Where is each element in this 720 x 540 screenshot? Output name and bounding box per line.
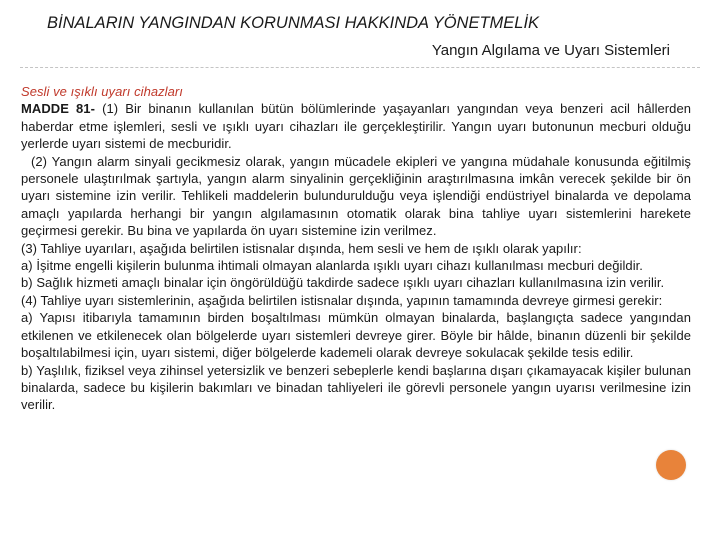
paragraph-1 xyxy=(21,100,691,152)
paragraph-4: (4) Tahliye uyarı sistemlerinin, aşağıda belirtilen istisnalar dışında, yapının tamamında devreye girmesi gerekir: xyxy=(21,292,663,308)
document-title: BİNALARIN YANGINDAN KORUNMASI HAKKINDA YÖNETMELİK xyxy=(47,14,540,32)
article-label: MADDE 81- xyxy=(21,101,95,117)
paragraph-2: (2) Yangın alarm sinyali gecikmesiz olarak, yangın mücadele ekipleri ve yangına müdahale konusunda eğitilmiş personele ulaştırılmak şartıyla, yangın alarm sinyalinin gerçekliğinin araştırılmasına imkân verecek şekilde bir ön uyarı sistemine izin verilir. Tehlikeli maddelerin bulundurulduğu veya işlendiği endüstriyel binalarda ve depolama amaçlı yapılarda herhangi bir yangın algılamasının otomatik olarak bina tahliye uyarı sistemlerini harekete geçirmesi gerekir. Bu bina ve yapılarda ön uyarı sistemine izin verilmez. xyxy=(21,153,691,239)
section-heading: Sesli ve ışıklı uyarı cihazları xyxy=(21,84,183,99)
paragraph-3a: a) İşitme engelli kişilerin bulunma ihtimali olmayan alanlarda ışıklı uyarı cihazı kullanılması mecburi değildir. xyxy=(21,258,643,274)
header-divider xyxy=(20,67,700,68)
paragraph-3: (3) Tahliye uyarıları, aşağıda belirtilen istisnalar dışında, hem sesli ve hem de ışıklı olarak yapılır: xyxy=(21,240,582,256)
paragraph-4a: a) Yapısı itibarıyla tamamının birden boşaltılması mümkün olmayan binalarda, başlangıçta sadece yangından etkilenen ve etkilenecek olan bölgelerde uyarı sistemleri devreye girer. Böyle bir hâlde, binanın düzenli bir şekilde boşaltılabilmesi için, uyarı sistemi, diğer bölgelerde kademeli olarak devreye sokulacak şekilde tesis edilir. xyxy=(21,310,691,361)
paragraph-3b: b) Sağlık hizmeti amaçlı binalar için öngörüldüğü takdirde sadece ışıklı uyarı cihazları kullanılmasına izin verilir. xyxy=(21,275,665,291)
document-subtitle: Yangın Algılama ve Uyarı Sistemleri xyxy=(431,42,670,59)
slide-marker-badge xyxy=(656,450,686,480)
article-body xyxy=(21,83,691,414)
paragraph-1-text: (1) Bir binanın kullanılan bütün bölümlerinde yaşayanları yangından veya benzeri acil hâllerden haberdar etme işlemleri, sesli ve ışıklı uyarı cihazları ile gerçekleştirilir. Yangın uyarı butonunun mecburi olduğu yerlerde uyarı sistemi de mecburidir. xyxy=(21,101,692,152)
paragraph-4b: b) Yaşlılık, fiziksel veya zihinsel yetersizlik ve benzeri sebeplerle kendi başlarına dışarı çıkamayacak kişiler bulunan binalarda, sadece bu kişilerin bakımları ve binadan tahliyeleri ile görevli personele yangın uyarısı verilmesine izin verilir. xyxy=(21,362,691,413)
